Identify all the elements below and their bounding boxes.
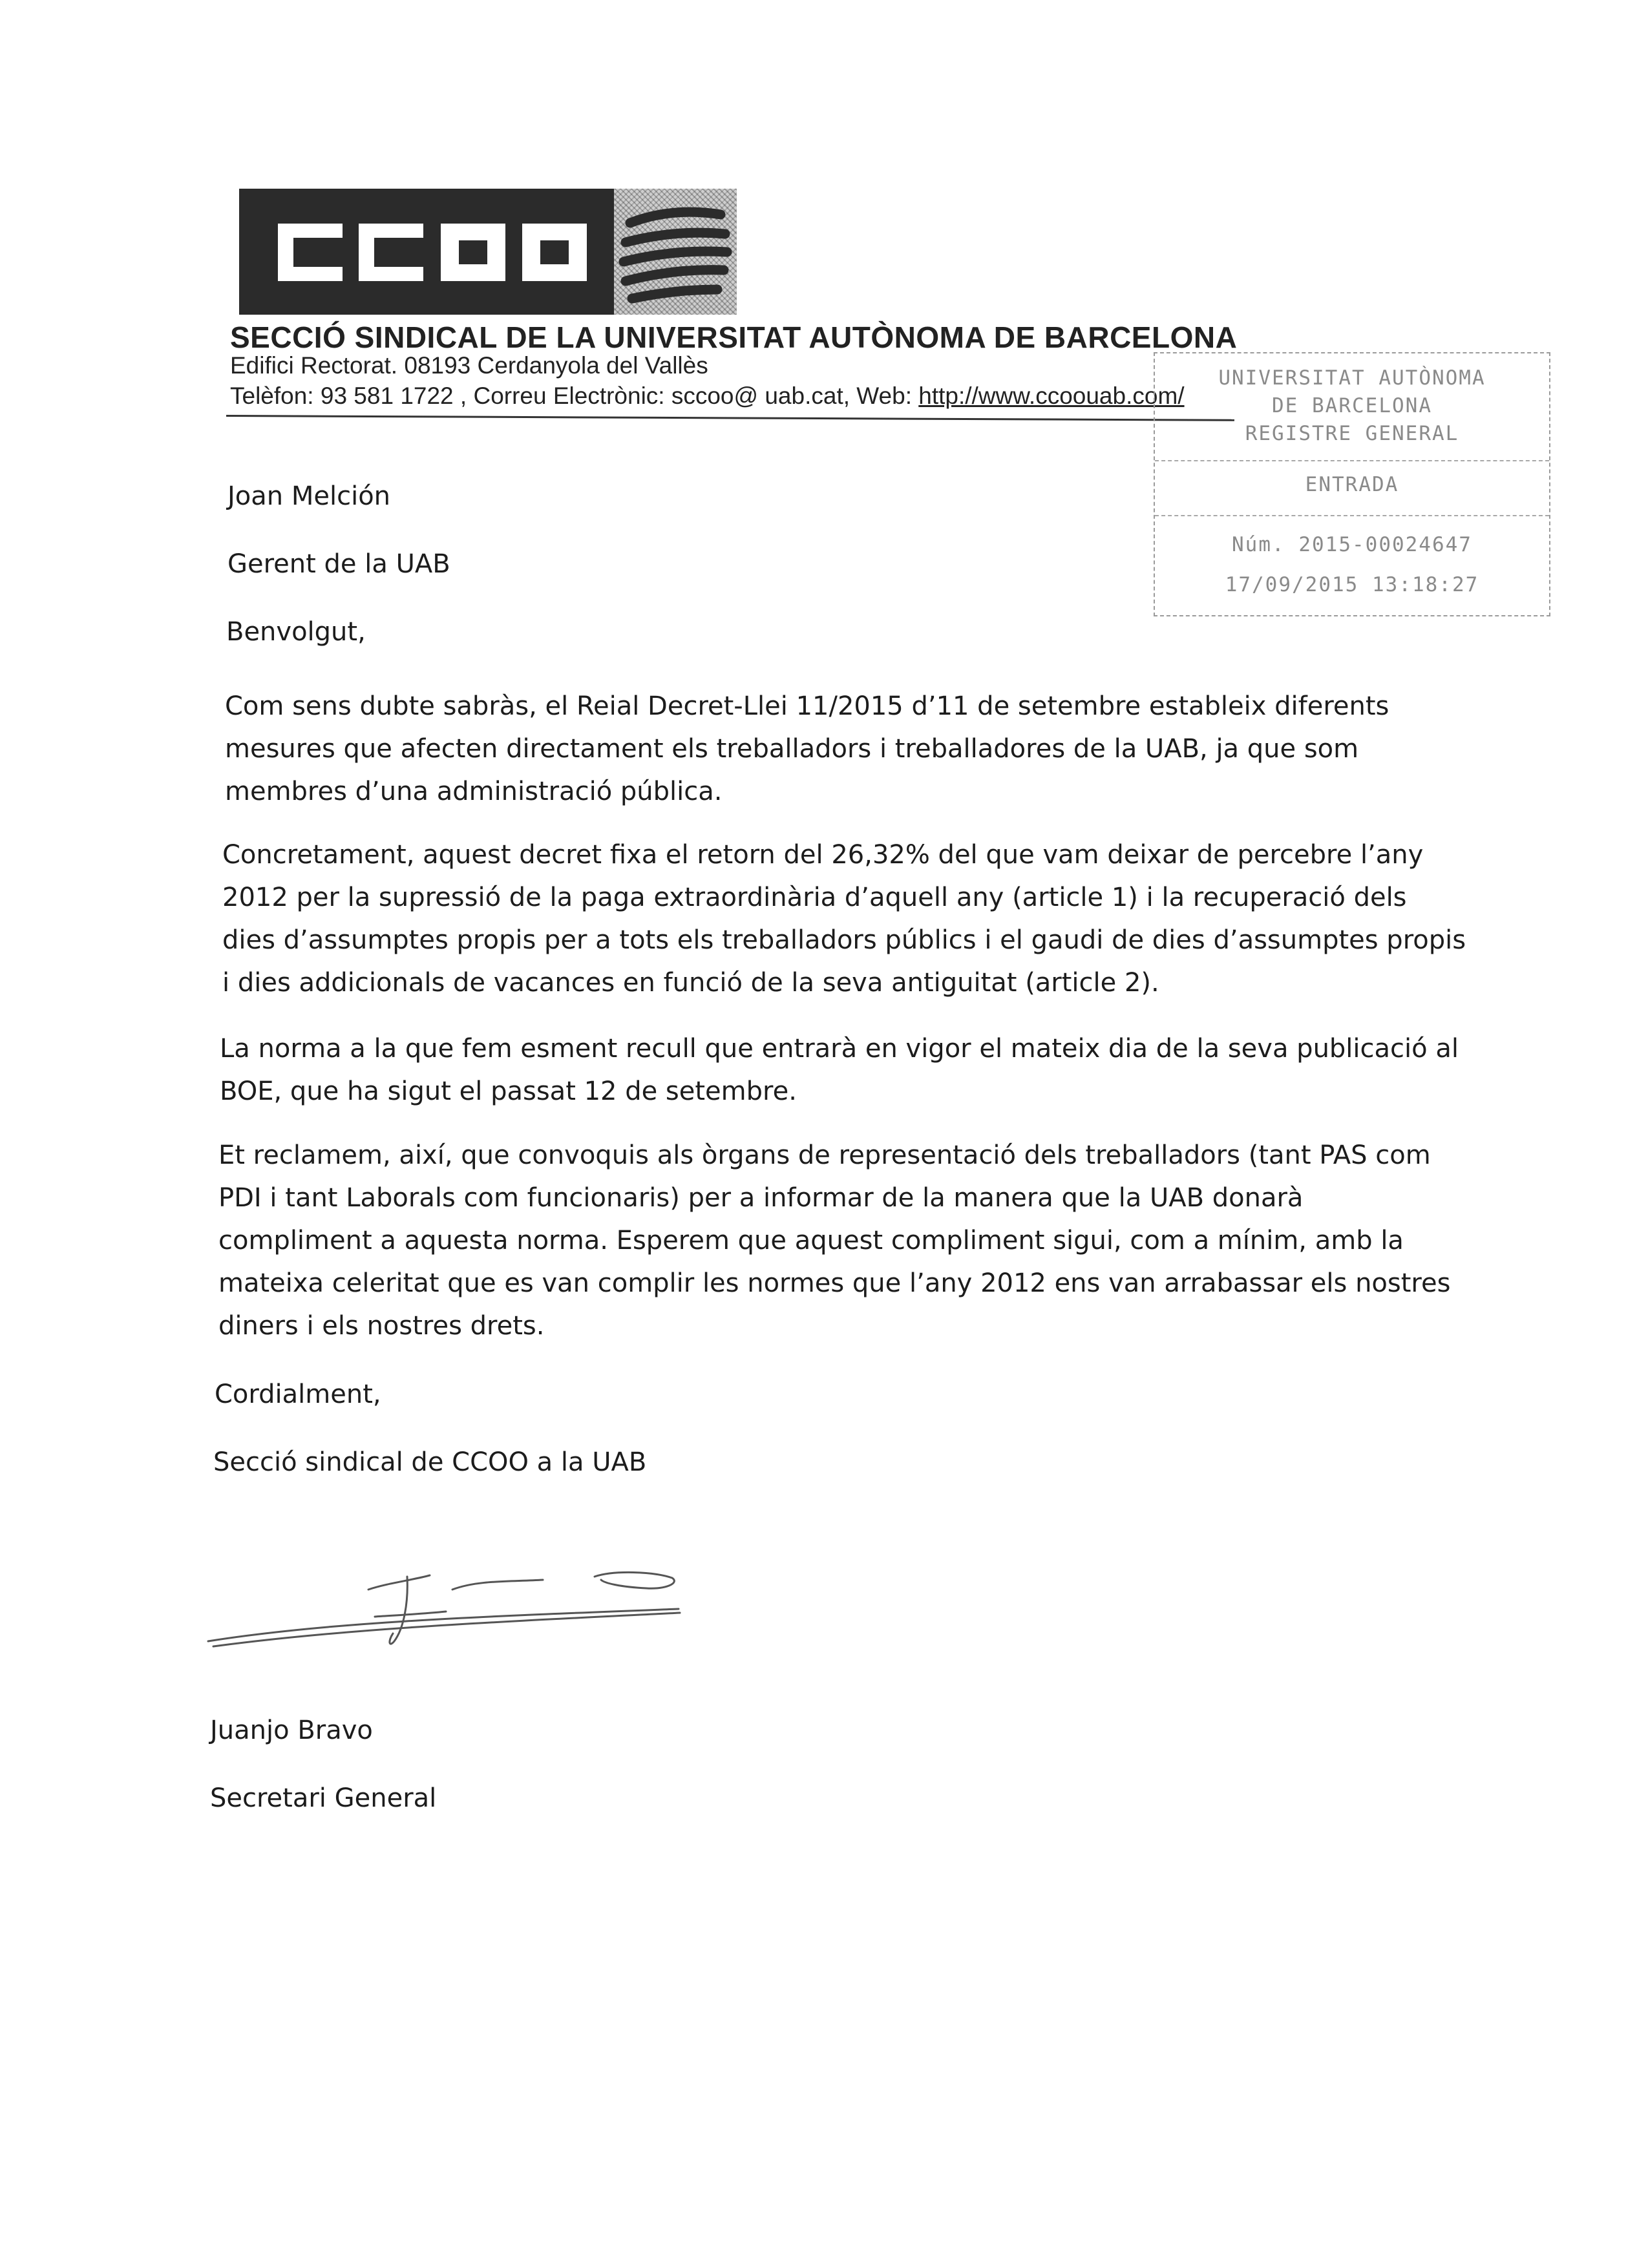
recipient-title: Gerent de la UAB [227, 549, 450, 579]
closing: Cordialment, [215, 1380, 381, 1409]
paragraph-line: i dies addicionals de vacances en funció de la seva antiguitat (article 2). [222, 968, 1159, 998]
stamp-divider [1155, 460, 1549, 461]
recipient-name: Joan Melción [227, 481, 391, 511]
handwritten-signature [200, 1544, 692, 1657]
organization-title: SECCIÓ SINDICAL DE LA UNIVERSITAT AUTÒNOMA DE BARCELONA [230, 320, 1238, 354]
stamp-datetime: 17/09/2015 13:18:27 [1225, 573, 1479, 596]
paragraph [225, 685, 1389, 813]
paragraph-line: Com sens dubte sabràs, el Reial Decret-Llei 11/2015 d’11 de setembre estableix diferents [225, 691, 1389, 721]
paragraph-line: dies d’assumptes propis per a tots els treballadors públics i el gaudi de dies d’assumptes propis [222, 925, 1466, 955]
contact-details: Telèfon: 93 581 1722 , Correu Electrònic: sccoo@ uab.cat, Web: [230, 383, 919, 409]
stamp-divider [1155, 515, 1549, 516]
paragraph-line: mesures que afecten directament els treballadors i treballadores de la UAB, ja que som [225, 734, 1359, 764]
letterhead-rule [226, 415, 1234, 421]
logo-speed-lines-icon [614, 194, 737, 310]
signer-name: Juanjo Bravo [210, 1716, 373, 1745]
paragraph-line: Concretament, aquest decret fixa el retorn del 26,32% del que vam deixar de percebre l’any [222, 840, 1424, 870]
organization-contact [230, 383, 1185, 410]
stamp-line-3: REGISTRE GENERAL [1245, 422, 1459, 445]
website-link[interactable]: http://www.ccoouab.com/ [918, 383, 1185, 409]
stamp-entry-label: ENTRADA [1305, 473, 1399, 496]
stamp-number: Núm. 2015-00024647 [1232, 533, 1472, 556]
stamp-line-2: DE BARCELONA [1272, 394, 1432, 417]
paragraph-line: mateixa celeritat que es van complir les normes que l’any 2012 ens van arrabassar els nostres [218, 1268, 1451, 1298]
paragraph [220, 1027, 1459, 1113]
paragraph-line: Et reclamem, així, que convoquis als òrgans de representació dels treballadors (tant PAS com [218, 1140, 1431, 1170]
paragraph-line: membres d’una administració pública. [225, 777, 723, 806]
signer-title: Secretari General [210, 1783, 437, 1813]
paragraph-line: 2012 per la supressió de la paga extraordinària d’aquell any (article 1) i la recuperació dels [222, 883, 1407, 912]
paragraph [218, 1134, 1450, 1347]
organization-address: Edifici Rectorat. 08193 Cerdanyola del Vallès [230, 352, 708, 379]
stamp-line-1: UNIVERSITAT AUTÒNOMA [1218, 366, 1486, 390]
paragraph-line: La norma a la que fem esment recull que entrarà en vigor el mateix dia de la seva publicació al [220, 1034, 1459, 1064]
paragraph-line: diners i els nostres drets. [218, 1311, 545, 1341]
ccoo-logo-letters [271, 218, 607, 286]
paragraph [222, 834, 1466, 1004]
sender-organization: Secció sindical de CCOO a la UAB [213, 1447, 647, 1477]
salutation: Benvolgut, [226, 617, 366, 647]
paragraph-line: BOE, que ha sigut el passat 12 de setembre. [220, 1076, 797, 1106]
paragraph-line: PDI i tant Laborals com funcionaris) per a informar de la manera que la UAB donarà [218, 1183, 1304, 1213]
registry-stamp [1154, 352, 1550, 616]
paragraph-line: compliment a aquesta norma. Esperem que aquest compliment sigui, com a mínim, amb la [218, 1226, 1404, 1255]
